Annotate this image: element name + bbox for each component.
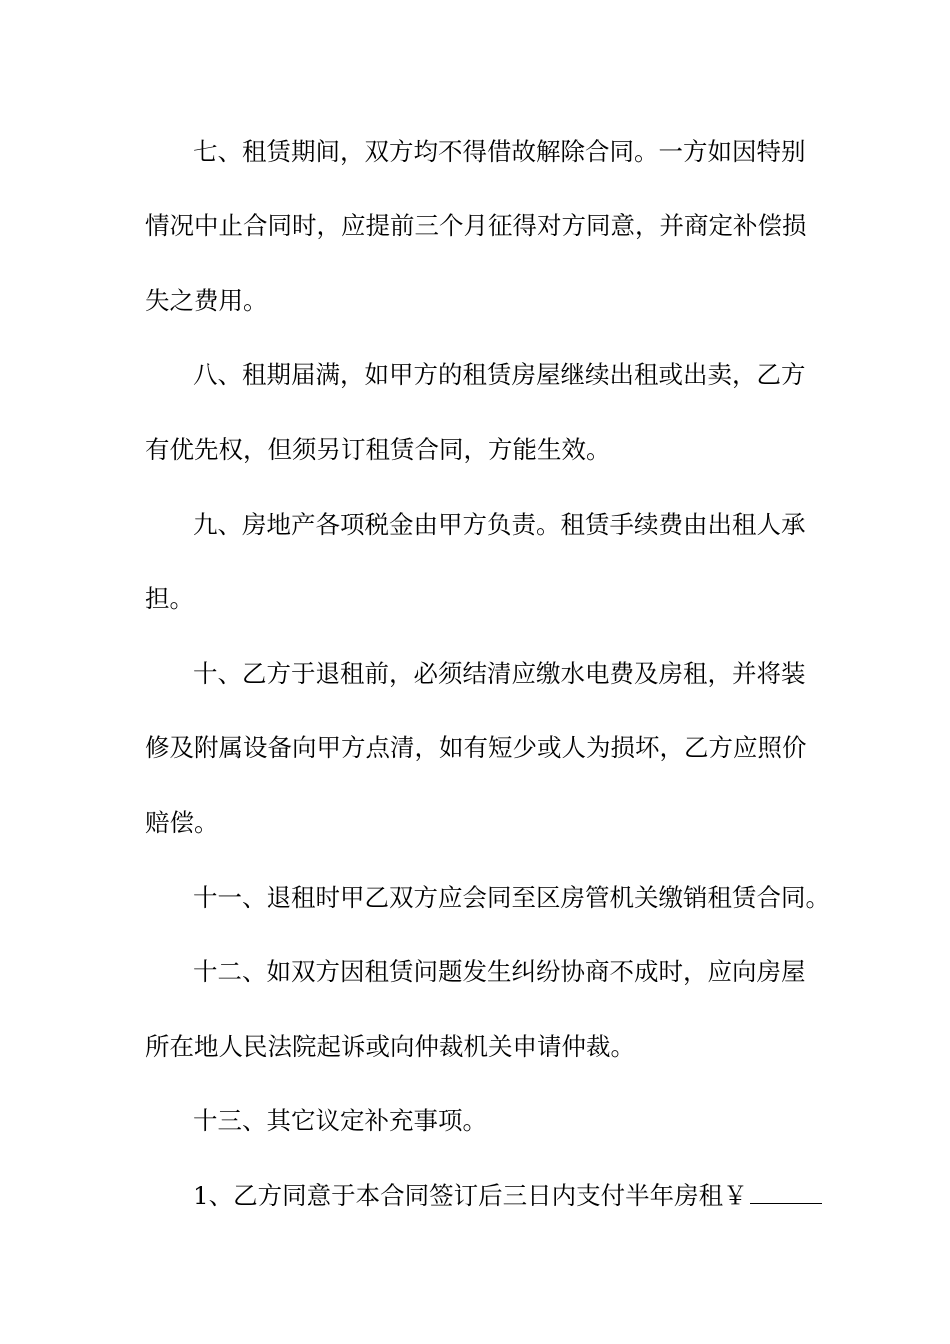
clause-7-line-3: 失之费用。 — [145, 286, 268, 315]
clause-10-line-2: 修及附属设备向甲方点清，如有短少或人为损坏，乙方应照价 — [145, 733, 807, 762]
clause-10-line-1: 十、乙方于退租前，必须结清应缴水电费及房租，并将装 — [193, 659, 806, 688]
clause-9-line-2: 担。 — [145, 584, 194, 613]
supplement-1-line — [0, 1181, 950, 1211]
clause-8-line-2: 有优先权，但须另订租赁合同，方能生效。 — [145, 435, 611, 464]
clause-13-line-1: 十三、其它议定补充事项。 — [193, 1106, 487, 1135]
clause-11-line-1: 十一、退租时甲乙双方应会同至区房管机关缴销租赁合同。 — [193, 883, 830, 912]
clause-9-line-1: 九、房地产各项税金由甲方负责。租赁手续费由出租人承 — [193, 510, 806, 539]
clause-10-line-3: 赔偿。 — [145, 808, 219, 837]
clause-12-line-1: 十二、如双方因租赁问题发生纠纷协商不成时，应向房屋 — [193, 957, 806, 986]
supplement-1-text: 1、乙方同意于本合同签订后三日内支付半年房租￥ — [193, 1181, 748, 1210]
clause-8-line-1: 八、租期届满，如甲方的租赁房屋继续出租或出卖，乙方 — [193, 360, 806, 389]
clause-7-line-1: 七、租赁期间，双方均不得借故解除合同。一方如因特别 — [193, 137, 806, 166]
clause-7-line-2: 情况中止合同时，应提前三个月征得对方同意，并商定补偿损 — [145, 211, 807, 240]
rent-amount-blank — [750, 1181, 822, 1204]
clause-12-line-2: 所在地人民法院起诉或向仲裁机关申请仲裁。 — [145, 1032, 635, 1061]
